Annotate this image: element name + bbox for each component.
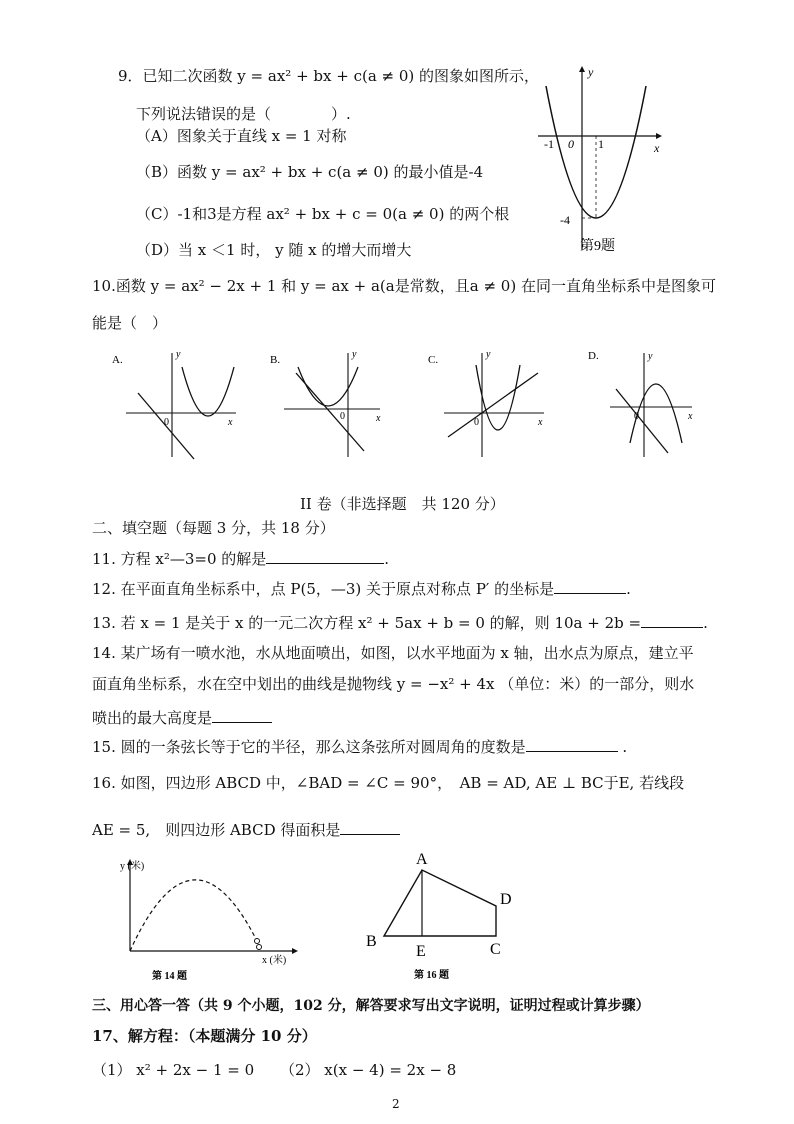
section2-title: II 卷（非选择题 共 120 分） [300, 495, 505, 513]
q9-x-label: x [654, 141, 660, 155]
q17-part-2: （2） x(x − 4) = 2x − 8 [280, 1061, 457, 1079]
fig16-quadrilateral [384, 870, 496, 936]
fig14-x-label: x (米) [262, 955, 287, 966]
q16-answer-blank[interactable] [340, 820, 400, 835]
q10-option-a-label: A. [112, 354, 123, 366]
q9-tick-0: 0 [568, 137, 574, 151]
q14-line-2: 面直角坐标系，水在空中划出的曲线是抛物线 y = −x² + 4x （单位：米）的一部分，则水 [92, 675, 695, 693]
fig16-label-e: E [416, 943, 426, 960]
q15-answer-blank[interactable] [526, 737, 618, 752]
q9-option-c: （C）-1和3是方程 ax² + bx + c = 0(a ≠ 0) 的两个根 [136, 205, 510, 223]
q9-option-b: （B）函数 y = ax² + bx + c(a ≠ 0) 的最小值是-4 [136, 163, 484, 181]
svg-text:x: x [376, 413, 381, 424]
q10-option-d-label: D. [588, 350, 599, 362]
q17-part-1: （1） x² + 2x − 1 = 0 [92, 1061, 255, 1079]
fig16-figure [362, 842, 532, 984]
fig14-figure [112, 855, 302, 985]
svg-text:0: 0 [634, 411, 639, 422]
fig16-label-d: D [500, 891, 512, 908]
q13-answer-blank[interactable] [641, 613, 703, 628]
fig14-water-arc [130, 880, 256, 951]
section2-head: 二、填空题（每题 3 分，共 18 分） [92, 519, 335, 537]
fig16-label-b: B [366, 933, 377, 950]
q12-text: 12. 在平面直角坐标系中，点 P(5，—3) 关于原点对称点 P′ 的坐标是 . [92, 580, 631, 598]
q10-option-c-graph [426, 345, 556, 465]
q10-option-d-graph [586, 345, 706, 465]
q16-line-1: 16. 如图，四边形 ABCD 中，∠BAD = ∠C = 90°， AB = AD, AE ⊥ BC于E, 若线段 [92, 774, 685, 792]
fig14-caption: 第 14 题 [152, 971, 187, 982]
q15-text: 15. 圆的一条弦长等于它的半径，那么这条弦所对圆周角的度数是 . [92, 738, 628, 756]
svg-text:y: y [352, 349, 357, 360]
svg-text:x: x [538, 417, 543, 428]
q9-y-label: y [588, 65, 594, 79]
q10-option-b-graph [268, 345, 398, 465]
q11-text: 11. 方程 x²—3=0 的解是 . [92, 550, 390, 568]
svg-text:x: x [688, 411, 693, 422]
q9-figure [530, 60, 670, 260]
fig14-y-label: y (米) [120, 861, 145, 872]
q9-stem: 9．已知二次函数 y = ax² + bx + c(a ≠ 0) 的图象如图所示， [118, 67, 540, 85]
fig16-label-a: A [416, 851, 428, 868]
svg-text:0: 0 [164, 417, 169, 428]
svg-text:x: x [228, 417, 233, 428]
q9-figure-label: 第9题 [580, 239, 615, 254]
svg-text:y: y [176, 349, 181, 360]
fig16-label-c: C [490, 941, 501, 958]
page-number: 2 [392, 1097, 400, 1111]
q11-answer-blank[interactable] [266, 549, 384, 564]
q13-text: 13. 若 x = 1 是关于 x 的一元二次方程 x² + 5ax + b = 0 的解，则 10a + 2b = . [92, 614, 708, 632]
q12-answer-blank[interactable] [554, 579, 626, 594]
svg-text:y: y [648, 351, 653, 362]
q17-head: 17、解方程：（本题满分 10 分） [92, 1027, 317, 1045]
svg-text:y: y [486, 349, 491, 360]
q16-line-2: AE = 5, 则四边形 ABCD 得面积是 [92, 820, 400, 840]
q9-option-d: （D）当 x ＜1 时， y 随 x 的增大而增大 [136, 241, 412, 259]
q10-stem: 10.函数 y = ax² − 2x + 1 和 y = ax + a(a是常数，且a ≠ 0) 在同一直角坐标系中是图象可 [92, 277, 716, 295]
svg-text:0: 0 [340, 411, 345, 422]
q9-tick-neg1: -1 [544, 137, 554, 151]
q14-answer-blank[interactable] [212, 708, 272, 723]
q10-stem-2: 能是（ ） [92, 314, 168, 332]
fig16-caption: 第 16 题 [414, 970, 449, 981]
svg-text:0: 0 [474, 417, 479, 428]
q10-option-a-graph [110, 345, 240, 465]
q9-tick-neg4: -4 [560, 213, 570, 227]
q9-tick-1: 1 [598, 137, 604, 151]
q10-option-c-label: C. [428, 354, 439, 366]
q10-option-b-label: B. [270, 354, 281, 366]
section3-head: 三、用心答一答（共 9 个小题，102 分，解答要求写出文字说明，证明过程或计算步骤） [92, 998, 650, 1014]
q9-stem-2: 下列说法错误的是（ ）. [136, 105, 351, 123]
q9-x-arrow [656, 133, 662, 139]
q14-line-1: 14. 某广场有一喷水池，水从地面喷出，如图，以水平地面为 x 轴，出水点为原点，建立平 [92, 644, 694, 662]
q14-line-3: 喷出的最大高度是 [92, 708, 272, 728]
q9-y-arrow [579, 66, 585, 72]
q9-option-a: （A）图象关于直线 x = 1 对称 [136, 127, 347, 145]
